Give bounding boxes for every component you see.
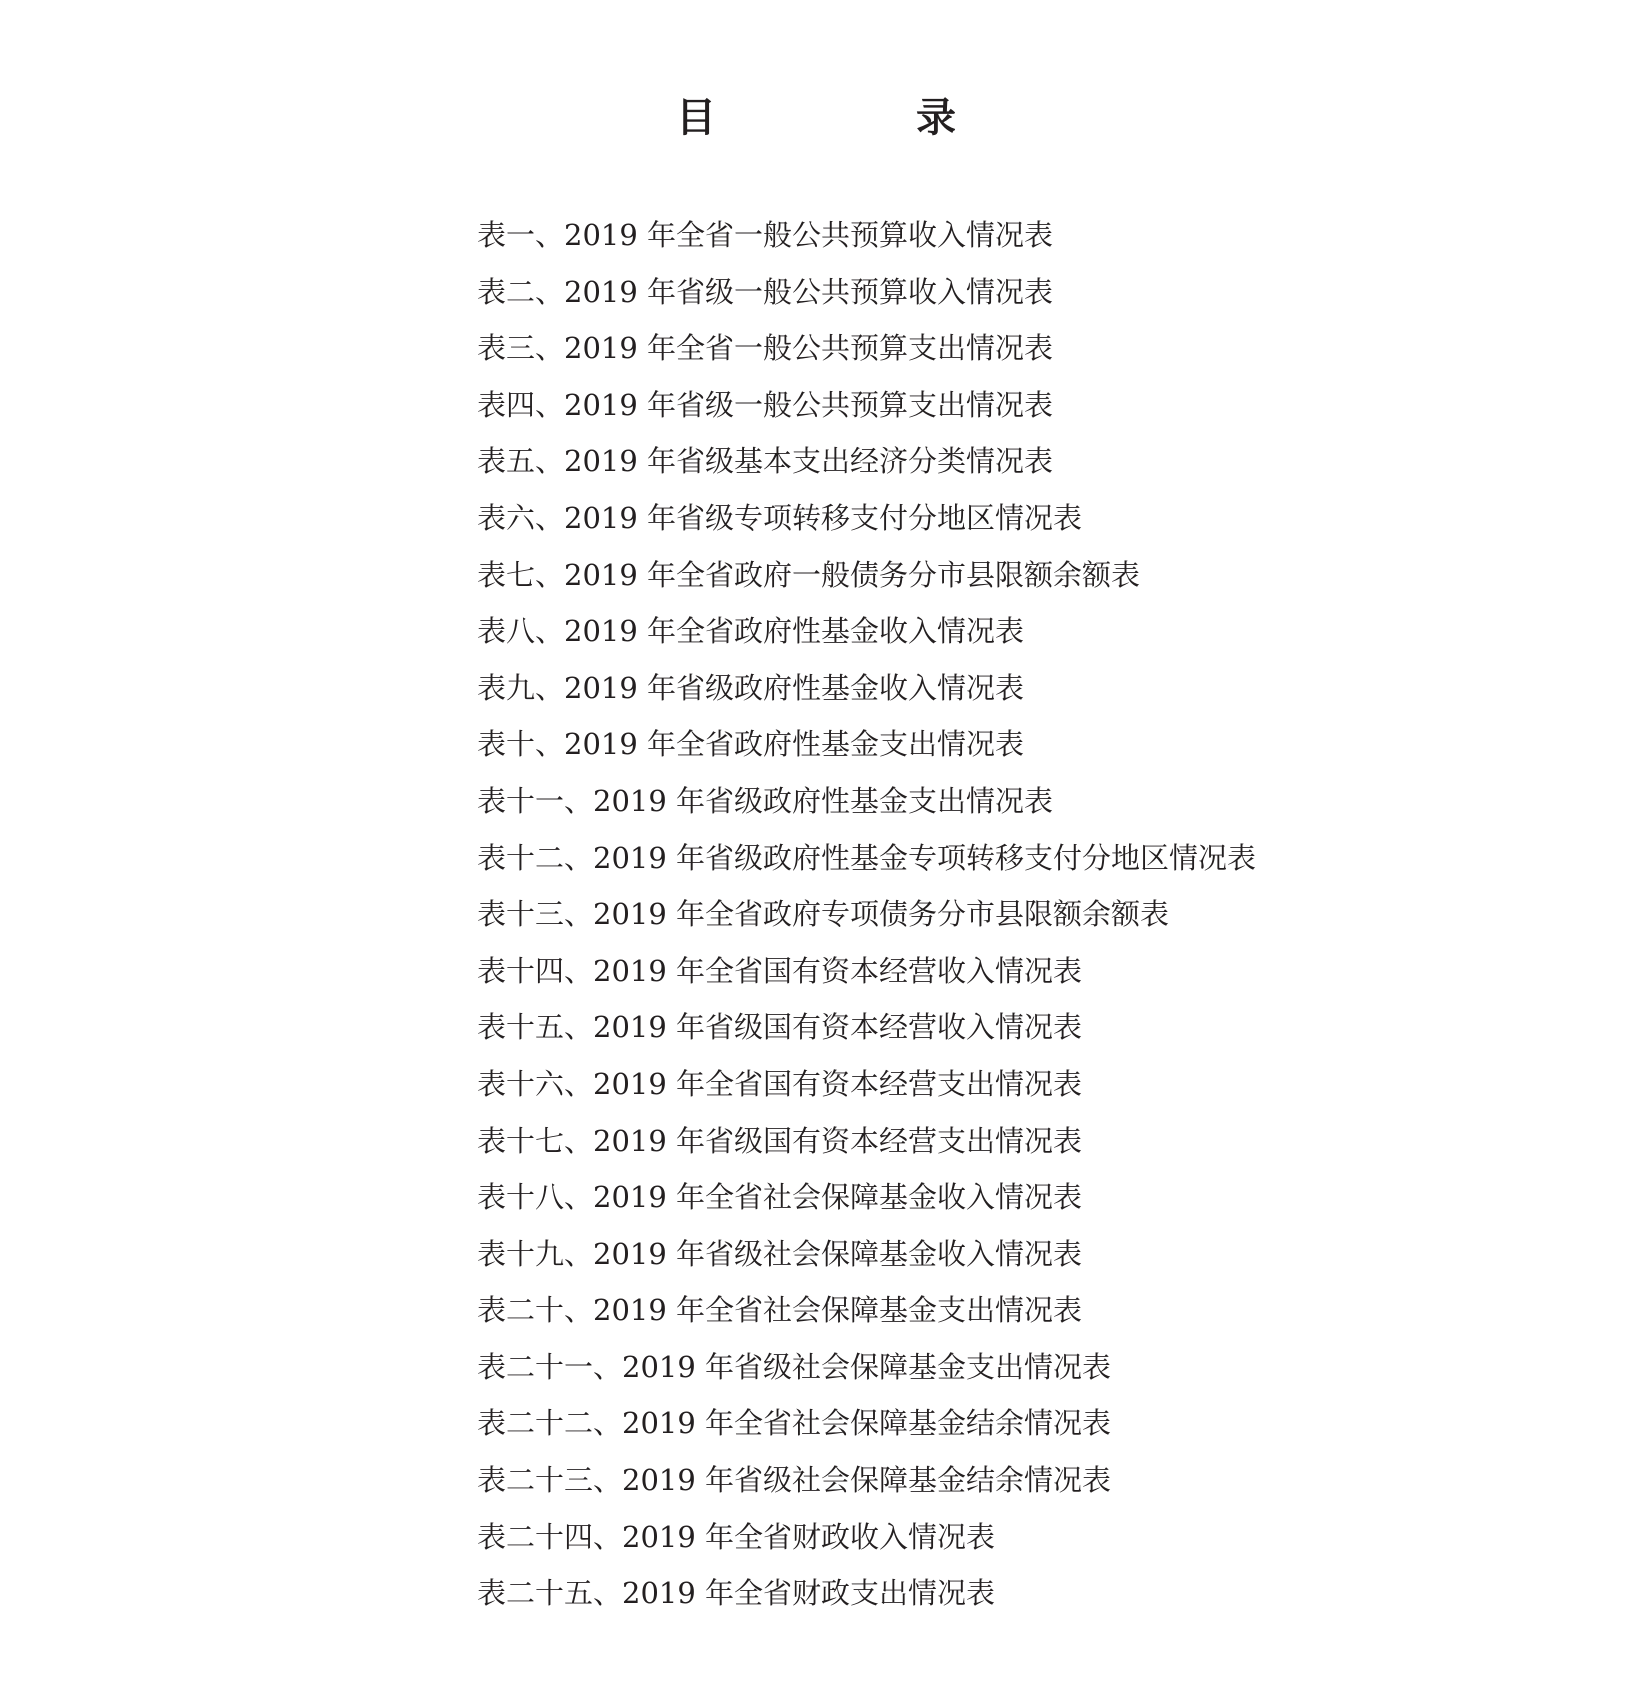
toc-entry: 表二十三、2019 年省级社会保障基金结余情况表	[477, 1463, 1112, 1498]
toc-entry: 表十六、2019 年全省国有资本经营支出情况表	[477, 1066, 1083, 1101]
toc-list	[477, 213, 1256, 1628]
toc-entry: 表五、2019 年省级基本支出经济分类情况表	[477, 444, 1054, 479]
toc-entry: 表三、2019 年全省一般公共预算支出情况表	[477, 331, 1054, 366]
toc-entry: 表十四、2019 年全省国有资本经营收入情况表	[477, 953, 1083, 988]
page-title: 目 录	[676, 94, 1036, 141]
toc-entry: 表十五、2019 年省级国有资本经营收入情况表	[477, 1010, 1083, 1045]
toc-entry: 表十七、2019 年省级国有资本经营支出情况表	[477, 1123, 1083, 1158]
toc-entry: 表六、2019 年省级专项转移支付分地区情况表	[477, 500, 1083, 535]
toc-entry: 表十、2019 年全省政府性基金支出情况表	[477, 727, 1025, 762]
toc-entry: 表二十四、2019 年全省财政收入情况表	[477, 1519, 996, 1554]
toc-entry: 表十三、2019 年全省政府专项债务分市县限额余额表	[477, 897, 1170, 932]
toc-entry: 表四、2019 年省级一般公共预算支出情况表	[477, 387, 1054, 422]
toc-entry: 表二、2019 年省级一般公共预算收入情况表	[477, 274, 1054, 309]
toc-entry: 表八、2019 年全省政府性基金收入情况表	[477, 614, 1025, 649]
toc-entry: 表十九、2019 年省级社会保障基金收入情况表	[477, 1236, 1083, 1271]
toc-entry: 表二十二、2019 年全省社会保障基金结余情况表	[477, 1406, 1112, 1441]
toc-entry: 表二十一、2019 年省级社会保障基金支出情况表	[477, 1349, 1112, 1384]
toc-entry: 表一、2019 年全省一般公共预算收入情况表	[477, 218, 1054, 252]
toc-entry: 表二十、2019 年全省社会保障基金支出情况表	[477, 1293, 1083, 1328]
toc-entry: 表七、2019 年全省政府一般债务分市县限额余额表	[477, 557, 1141, 592]
toc-entry: 表十一、2019 年省级政府性基金支出情况表	[477, 783, 1054, 818]
toc-entry: 表二十五、2019 年全省财政支出情况表	[477, 1576, 996, 1611]
toc-entry: 表十二、2019 年省级政府性基金专项转移支付分地区情况表	[477, 840, 1257, 875]
toc-entry: 表九、2019 年省级政府性基金收入情况表	[477, 670, 1025, 705]
toc-entry: 表十八、2019 年全省社会保障基金收入情况表	[477, 1180, 1083, 1215]
